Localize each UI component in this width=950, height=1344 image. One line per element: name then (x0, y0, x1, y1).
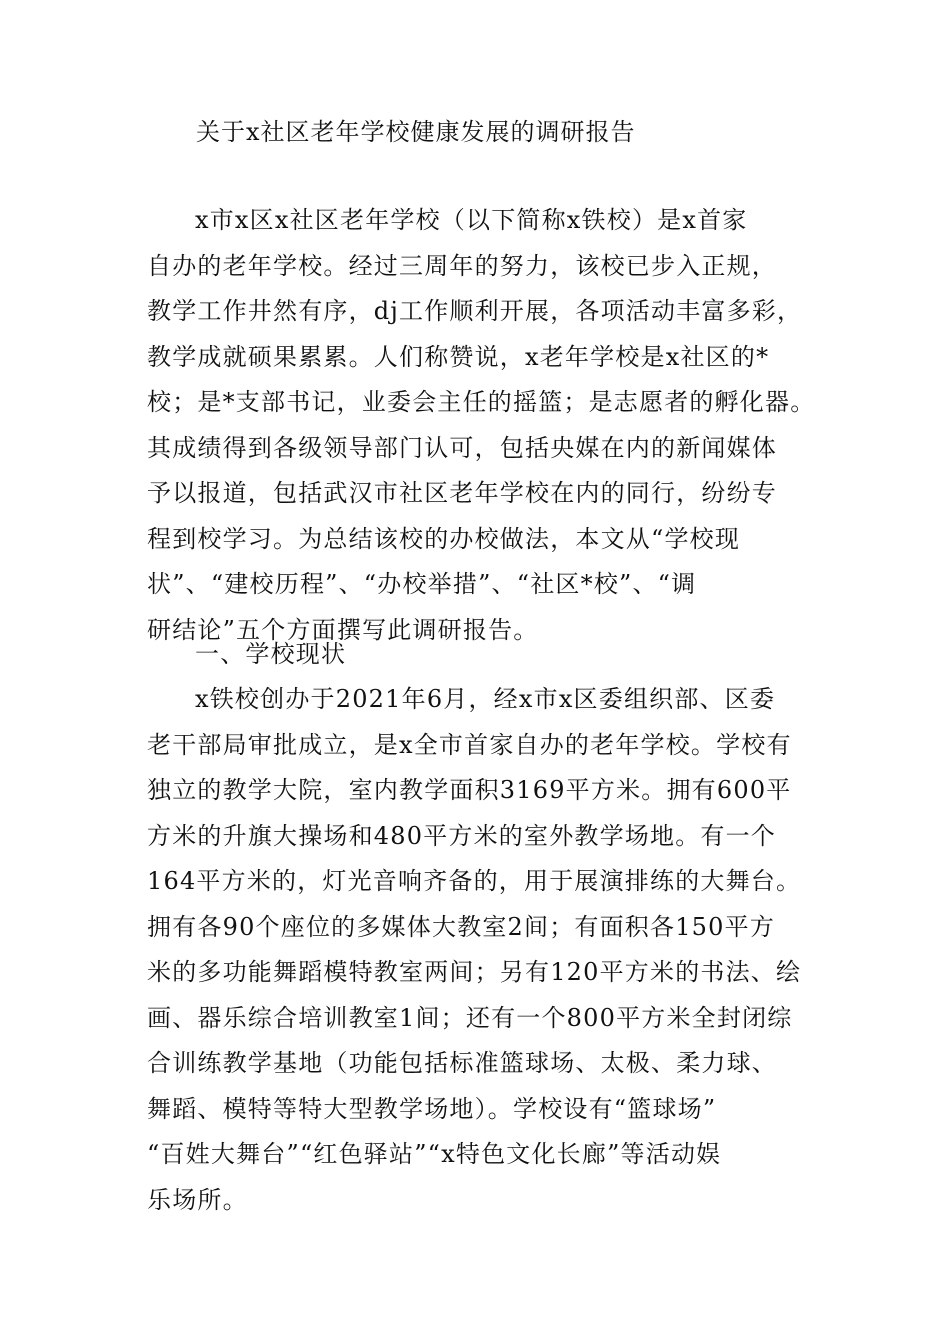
paragraph-line: 教学工作井然有序，dj工作顺利开展，各项活动丰富多彩， (147, 297, 803, 325)
paragraph-line: 老干部局审批成立，是x全市首家自办的老年学校。学校有 (147, 730, 792, 759)
paragraph-line: 教学成就硕果累累。人们称赞说，x老年学校是x社区的* (147, 342, 770, 371)
section-heading (147, 632, 847, 678)
paragraph-line: 其成绩得到各级领导部门认可，包括央媒在内的新闻媒体 (147, 433, 777, 462)
paragraph-line: 校；是*支部书记，业委会主任的摇篮；是志愿者的孵化器。 (147, 388, 816, 416)
paragraph-line: x铁校创办于2021年6月，经x市x区委组织部、区委 (195, 685, 776, 713)
paragraph-line: 状”、“建校历程”、“办校举措”、“社区*校”、“调 (147, 570, 697, 598)
paragraph-line: 程到校学习。为总结该校的办校做法，本文从“学校现 (147, 524, 741, 553)
paragraph-line: 方米的升旗大操场和480平方米的室外教学场地。有一个 (147, 821, 777, 850)
paragraph-line: 舞蹈、模特等特大型教学场地）。学校设有“篮球场” (147, 1094, 717, 1123)
paragraph-line: 合训练教学基地（功能包括标准篮球场、太极、柔力球、 (147, 1049, 777, 1077)
paragraph-line: 自办的老年学校。经过三周年的努力，该校已步入正规， (147, 251, 777, 280)
school-status-paragraph (147, 677, 847, 1223)
paragraph-line: 研结论”五个方面撰写此调研报告。 (147, 615, 539, 644)
paragraph-line: 独立的教学大院，室内教学面积3169平方米。拥有600平 (147, 776, 792, 804)
document-title: 关于x社区老年学校健康发展的调研报告 (196, 118, 636, 146)
paragraph-line: 画、器乐综合培训教室1间；还有一个800平方米全封闭综 (147, 1003, 793, 1032)
paragraph-line: “百姓大舞台”“红色驿站”“x特色文化长廊”等活动娱 (147, 1140, 722, 1168)
paragraph-line: x市x区x社区老年学校（以下简称x铁校）是x首家 (195, 206, 748, 234)
intro-paragraph (147, 198, 847, 653)
paragraph-line: 米的多功能舞蹈模特教室两间；另有120平方米的书法、绘 (147, 958, 802, 986)
section-heading-text: 一、学校现状 (195, 640, 347, 668)
paragraph-line: 164平方米的，灯光音响齐备的，用于展演排练的大舞台。 (147, 867, 802, 895)
paragraph-line: 拥有各90个座位的多媒体大教室2间；有面积各150平方 (147, 912, 776, 941)
paragraph-line: 乐场所。 (147, 1185, 248, 1214)
paragraph-line: 予以报道，包括武汉市社区老年学校在内的同行，纷纷专 (147, 479, 777, 507)
